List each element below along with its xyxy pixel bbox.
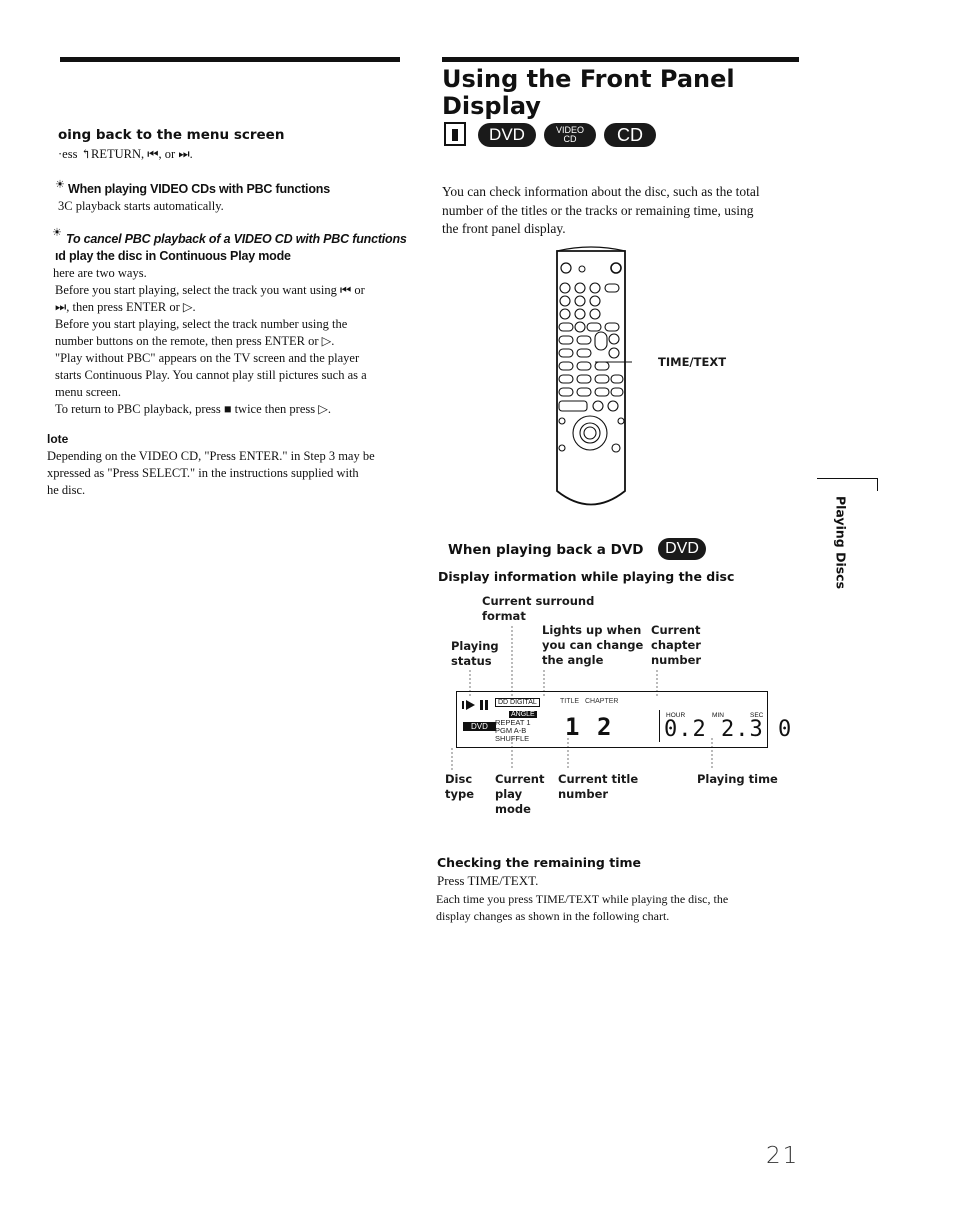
text-line: menu screen. <box>55 385 121 399</box>
check-press: Press TIME/TEXT. <box>437 873 539 888</box>
callout-surround: Current surround format <box>482 594 595 623</box>
callout-status: Playing status <box>451 639 499 668</box>
title-number: 1 <box>565 713 580 741</box>
page-title-line: Using the Front Panel <box>442 65 735 93</box>
text-line: To return to PBC playback, press ■ twice then press ▷. <box>55 402 331 416</box>
callout-title-number: Current title number <box>558 772 639 801</box>
page-title-line: Display <box>442 92 541 120</box>
text-line: "Play without PBC" appears on the TV screen and the player <box>55 351 360 365</box>
tip-icon: ☀ <box>52 227 62 239</box>
dvd-badge: DVD <box>478 123 536 147</box>
tip-icon: ☀ <box>55 179 65 191</box>
callout-disc-type: Disc type <box>445 772 475 801</box>
video-cd-badge: VIDEO CD <box>544 123 596 147</box>
angle-indicator: ANGLE <box>511 711 535 718</box>
tip2-title: To cancel PBC playback of a VIDEO CD with PBC functions <box>66 232 407 246</box>
chapter-label: CHAPTER <box>585 698 619 705</box>
callout-chapter: Current chapter number <box>651 623 702 667</box>
text-line: ⏭, then press ENTER or ▷. <box>55 300 196 314</box>
text-line: he disc. <box>47 483 86 497</box>
time-text-label: TIME/TEXT <box>658 355 727 369</box>
text-line: the front panel display. <box>442 221 566 236</box>
front-panel-display <box>456 691 793 748</box>
note-title: lote <box>47 432 69 446</box>
page-title <box>442 66 735 120</box>
callout-play-mode: Current play mode <box>495 772 545 816</box>
side-tab-label: Playing Discs <box>833 495 849 590</box>
disc-type-indicator: DVD <box>463 722 496 731</box>
dvd-badge: DVD <box>658 538 706 560</box>
remote-control-illustration <box>550 243 632 515</box>
tip2-body <box>53 265 403 418</box>
text-line: xpressed as "Press SELECT." in the instructions supplied with <box>47 466 359 480</box>
surround-indicator: DD DIGITAL <box>495 698 540 707</box>
text-line: You can check information about the disc, such as the total <box>442 184 760 199</box>
callout-angle: Lights up when you can change the angle <box>542 623 644 667</box>
text-line: Depending on the VIDEO CD, "Press ENTER." in Step 3 may be <box>47 449 375 463</box>
chapter-number: 2 <box>597 713 612 741</box>
cd-badge: CD <box>604 123 656 147</box>
text-line: Before you start playing, select the track you want using ⏮ or <box>55 283 365 297</box>
text-line: here are two ways. <box>53 266 147 280</box>
text-line: Each time you press TIME/TEXT while playing the disc, the <box>436 892 729 906</box>
sec-label: SEC <box>750 712 764 719</box>
section-heading-menu: oing back to the menu screen <box>58 127 285 143</box>
note-body <box>47 448 407 499</box>
min-label: MIN <box>712 712 724 719</box>
right-top-rule <box>442 57 799 62</box>
page-number: 21 <box>766 1143 800 1169</box>
playing-time: 0.2 2.3 0 <box>664 717 793 742</box>
callout-playing-time: Playing time <box>697 772 778 786</box>
text-line: starts Continuous Play. You cannot play still pictures such as a <box>55 368 367 382</box>
tip1-title: When playing VIDEO CDs with PBC functions <box>68 182 330 196</box>
time-box <box>659 710 793 742</box>
subsection-heading: Display information while playing the disc <box>438 569 735 584</box>
press-line: ·ess ↰RETURN, ⏮, or ⏭. <box>58 147 193 161</box>
text-line: display changes as shown in the following chart. <box>436 909 670 923</box>
left-top-rule <box>60 57 400 62</box>
title-label: TITLE <box>560 698 580 705</box>
text-line: number buttons on the remote, then press ENTER or ▷. <box>55 334 335 348</box>
play-pause-icon <box>462 699 492 711</box>
section-heading-dvd: When playing back a DVD <box>448 542 644 558</box>
text-line: Before you start playing, select the track number using the <box>55 317 348 331</box>
check-body <box>436 891 796 925</box>
remote-icon <box>444 122 466 146</box>
section-heading-remaining: Checking the remaining time <box>437 855 641 870</box>
text-line: number of the titles or the tracks or remaining time, using <box>442 202 754 218</box>
play-mode-indicators: REPEAT 1 PGM A-B SHUFFLE <box>495 718 531 743</box>
intro-paragraph <box>442 183 812 239</box>
tip2-title: ıd play the disc in Continuous Play mode <box>55 249 291 263</box>
hour-label: HOUR <box>666 712 686 719</box>
tip1-body: 3C playback starts automatically. <box>58 199 224 213</box>
